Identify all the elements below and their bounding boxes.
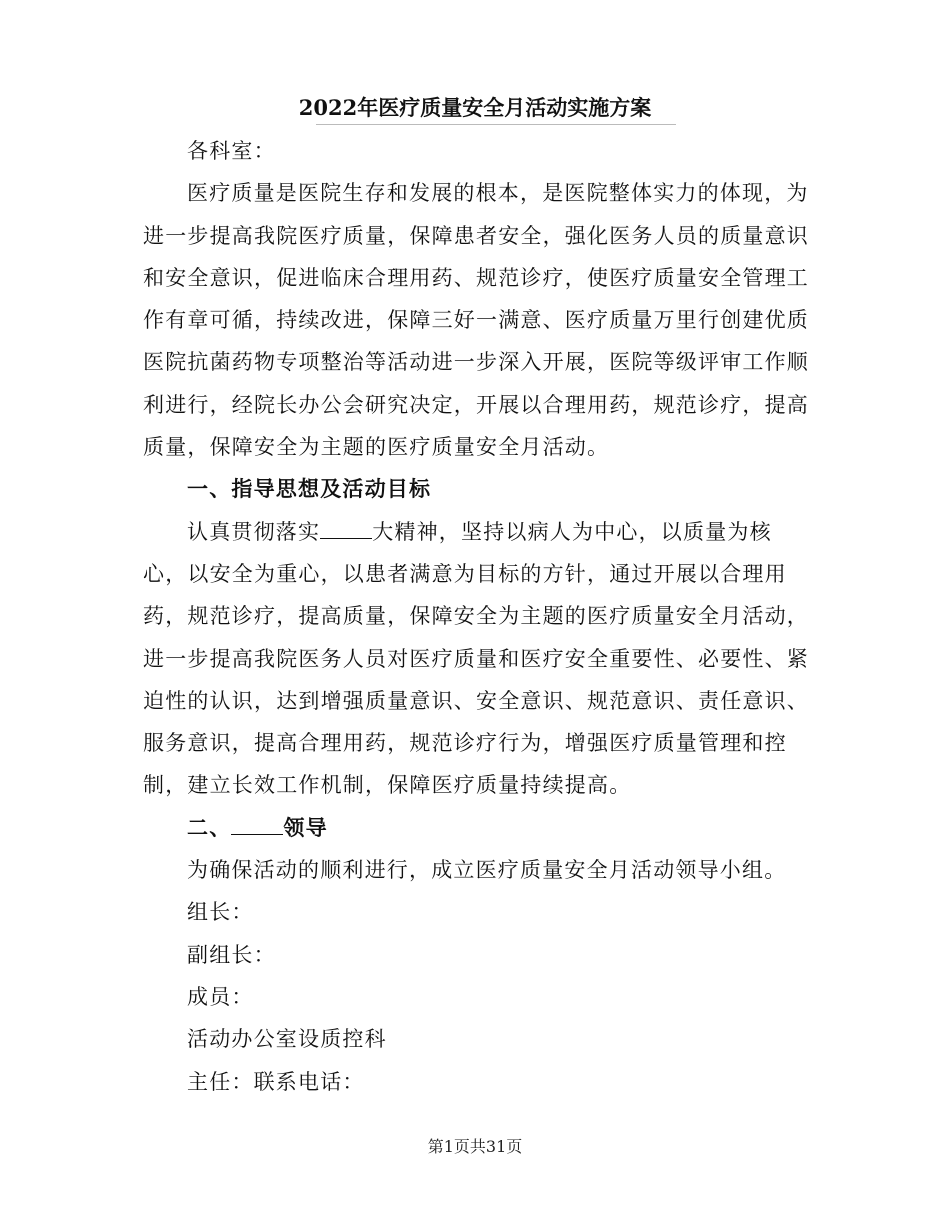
members-line: 成员： (187, 984, 254, 1009)
section2-heading-number: 二、 (187, 814, 232, 840)
document-body (143, 130, 813, 1103)
section1-text-start: 认真贯彻落实 (187, 519, 321, 544)
salutation: 各科室： (187, 139, 276, 163)
vice-leader-line: 副组长： (187, 942, 276, 967)
blank-underline-heading (231, 816, 283, 835)
intro-paragraph: 医疗质量是医院生存和发展的根本，是医院整体实力的体现，为进一步提高我院医疗质量，保障患者安全，强化医务人员的质量意识和安全意识，促进临床合理用药、规范诊疗，使医疗质量安全管理工作有章可循，持续改进，保障三好一满意、医疗质量万里行创建优质医院抗菌药物专项整治等活动进一步深入开展，医院等级评审工作顺利进行，经院长办公会研究决定，开展以合理用药，规范诊疗，提高质量，保障安全为主题的医疗质量安全月活动。 (143, 181, 809, 460)
document-title: 2022年医疗质量安全月活动实施方案 (298, 95, 652, 120)
section1-text-rest: 大精神，坚持以病人为中心，以质量为核心，以安全为重心，以患者满意为目标的方针，通过开展以合理用药，规范诊疗，提高质量，保障安全为主题的医疗质量安全月活动，进一步提高我院医务人员对医疗质量和医疗安全重要性、必要性、紧迫性的认识，达到增强质量意识、安全意识、规范意识、责任意识、服务意识，提高合理用药，规范诊疗行为，增强医疗质量管理和控制，建立长效工作机制，保障医疗质量持续提高。 (143, 519, 809, 798)
title-underline (316, 124, 676, 125)
section1-heading: 一、指导思想及活动目标 (187, 476, 432, 502)
page-footer: 第1页共31页 (427, 1137, 523, 1156)
section1-paragraph (143, 511, 813, 807)
section2-heading (143, 807, 813, 849)
leader-line: 组长： (187, 900, 254, 925)
director-line: 主任：联系电话： (187, 1069, 365, 1094)
blank-underline (320, 520, 372, 539)
office-line: 活动办公室设质控科 (187, 1027, 387, 1052)
section2-paragraph: 为确保活动的顺利进行，成立医疗质量安全月活动领导小组。 (187, 858, 787, 883)
section2-heading-text: 领导 (283, 814, 328, 840)
